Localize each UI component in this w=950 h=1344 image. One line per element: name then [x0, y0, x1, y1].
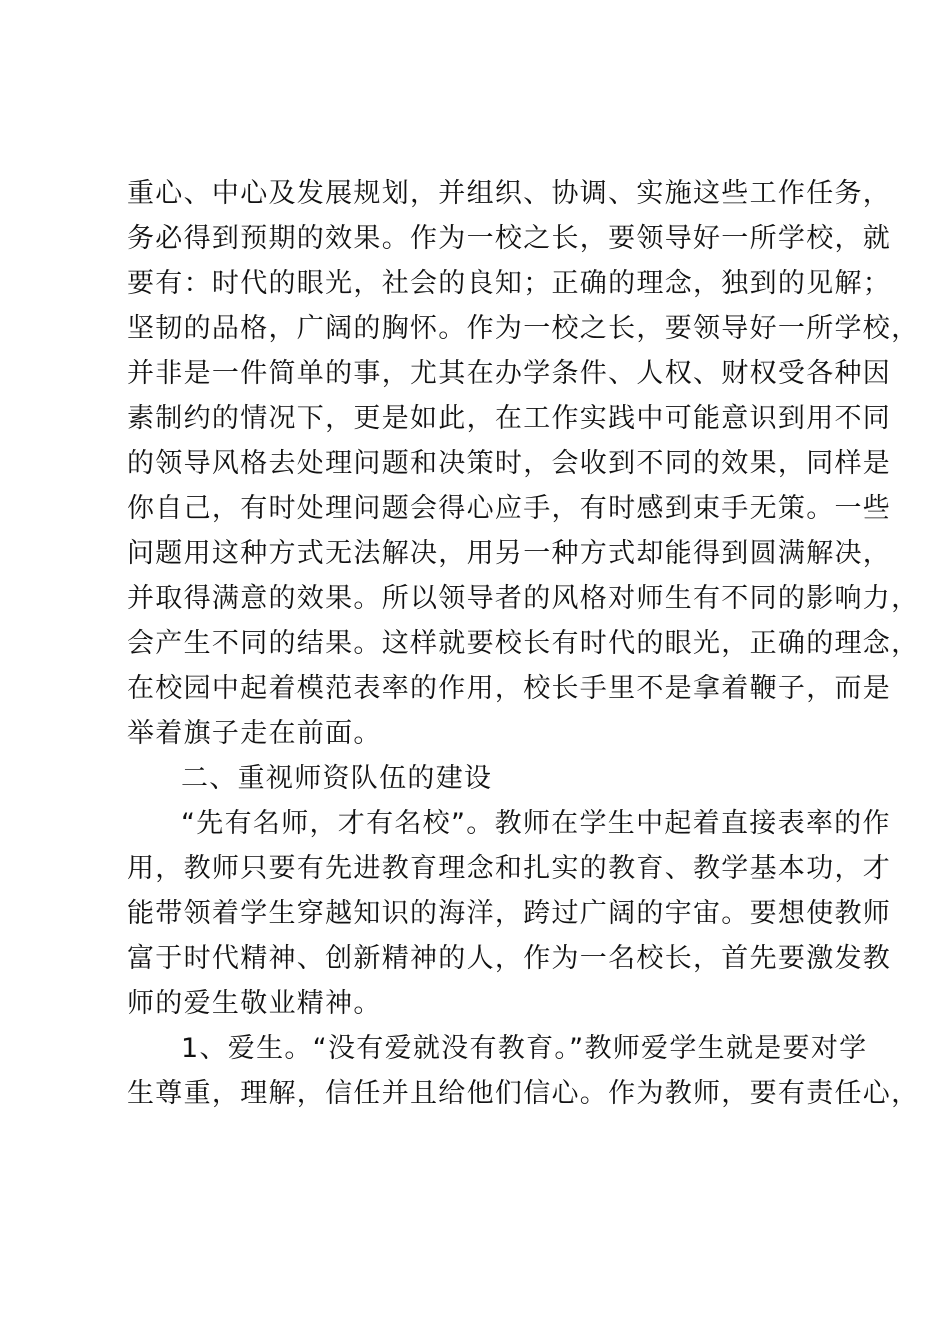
paragraph-line: 在校园中起着模范表率的作用，校长手里不是拿着鞭子，而是	[127, 673, 892, 704]
paragraph-line: 1、爱生。“没有爱就没有教育。”教师爱学生就是要对学	[181, 1033, 868, 1064]
paragraph-line: 要有：时代的眼光，社会的良知；正确的理念，独到的见解；	[127, 268, 892, 299]
paragraph-line: 能带领着学生穿越知识的海洋，跨过广阔的宇宙。要想使教师	[127, 898, 892, 929]
paragraph-line: 你自己，有时处理问题会得心应手，有时感到束手无策。一些	[127, 493, 892, 524]
paragraph-line: 重心、中心及发展规划，并组织、协调、实施这些工作任务，	[127, 178, 892, 209]
paragraph-line: 会产生不同的结果。这样就要校长有时代的眼光，正确的理念，	[127, 628, 920, 659]
paragraph-line: 素制约的情况下，更是如此，在工作实践中可能意识到用不同	[127, 403, 892, 434]
paragraph-line: 举着旗子走在前面。	[127, 718, 382, 749]
paragraph-line: 师的爱生敬业精神。	[127, 988, 382, 1019]
paragraph-line: 问题用这种方式无法解决，用另一种方式却能得到圆满解决，	[127, 538, 892, 569]
paragraph-line: 富于时代精神、创新精神的人，作为一名校长，首先要激发教	[127, 943, 892, 974]
section-heading: 二、重视师资队伍的建设	[181, 763, 493, 794]
paragraph-line: 并取得满意的效果。所以领导者的风格对师生有不同的影响力，	[127, 583, 920, 614]
paragraph-line: 的领导风格去处理问题和决策时，会收到不同的效果，同样是	[127, 448, 892, 479]
paragraph-line: 坚韧的品格，广阔的胸怀。作为一校之长，要领导好一所学校，	[127, 313, 920, 344]
paragraph-line: “先有名师，才有名校”。教师在学生中起着直接表率的作	[181, 808, 891, 839]
paragraph-line: 并非是一件简单的事，尤其在办学条件、人权、财权受各种因	[127, 358, 892, 389]
paragraph-line: 务必得到预期的效果。作为一校之长，要领导好一所学校，就	[127, 223, 892, 254]
paragraph-line: 生尊重，理解，信任并且给他们信心。作为教师，要有责任心，	[127, 1078, 920, 1109]
paragraph-line: 用，教师只要有先进教育理念和扎实的教育、教学基本功，才	[127, 853, 892, 884]
